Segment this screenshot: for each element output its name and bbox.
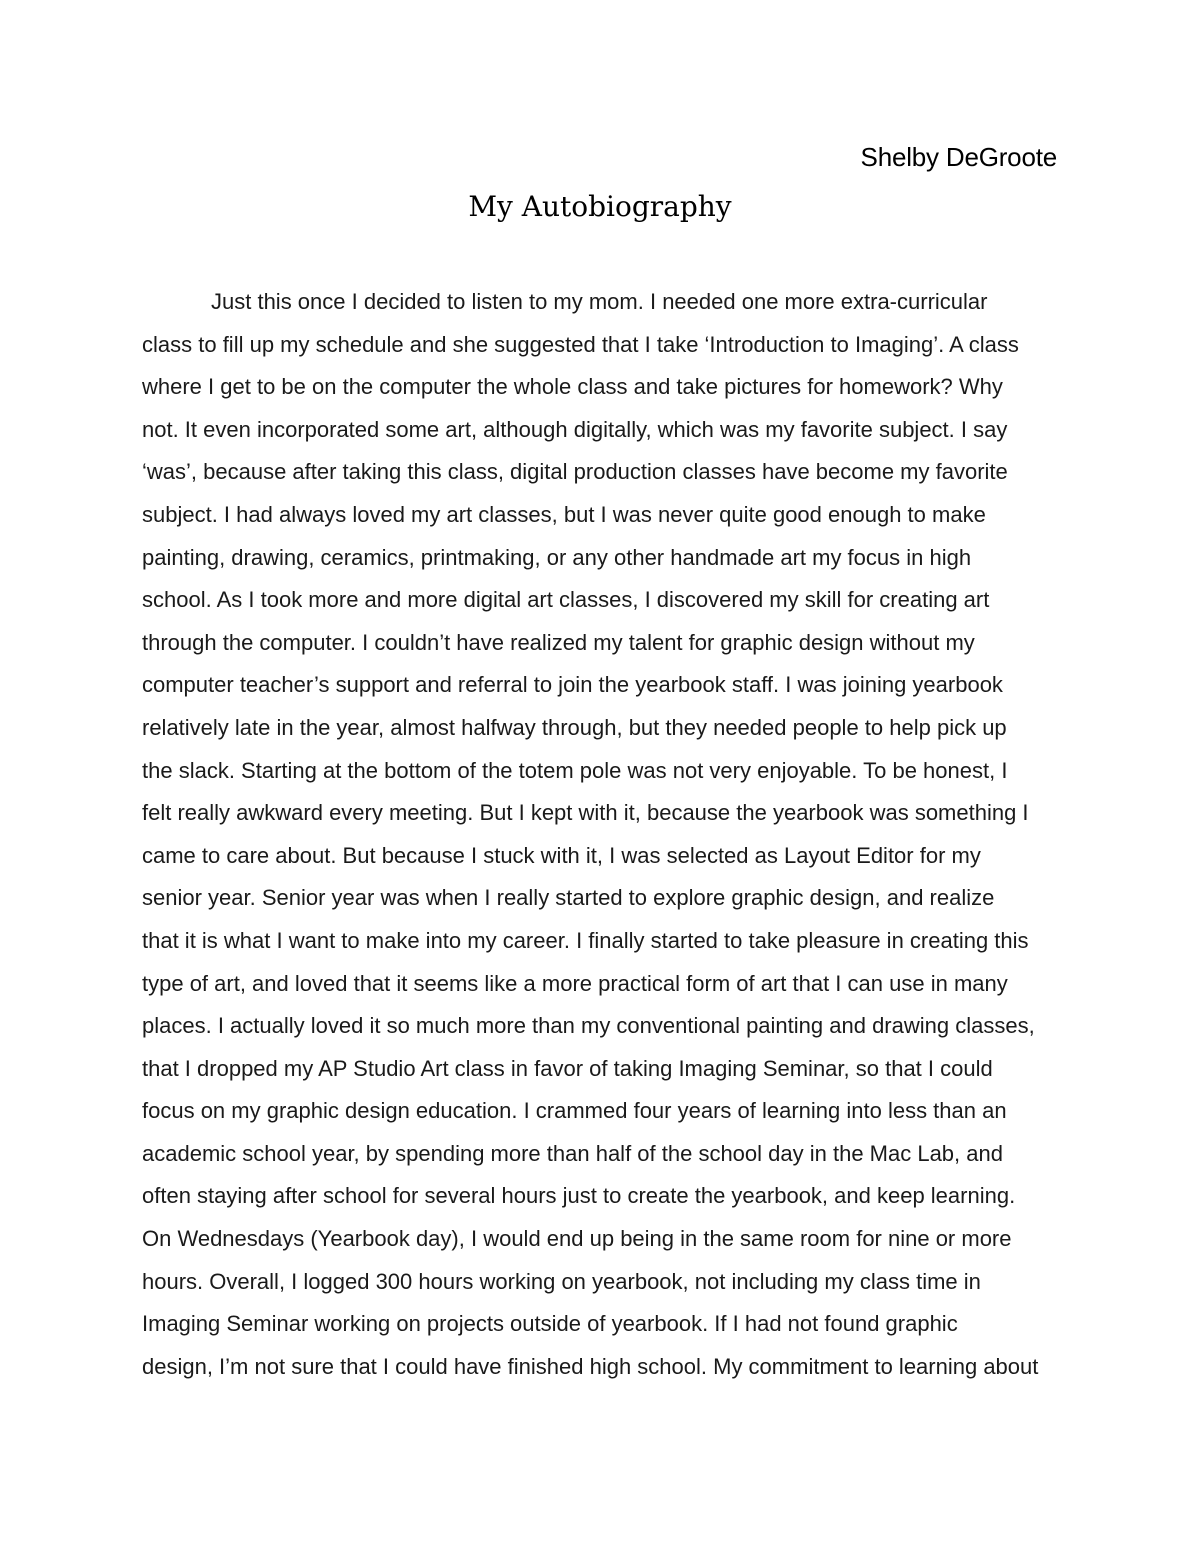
paragraph-line: relatively late in the year, almost halfway through, but they needed people to help pick up xyxy=(142,714,1007,740)
paragraph-line: Imaging Seminar working on projects outside of yearbook. If I had not found graphic xyxy=(142,1311,958,1337)
paragraph-line: school. As I took more and more digital art classes, I discovered my skill for creating art xyxy=(142,587,990,613)
paragraph-line: that it is what I want to make into my career. I finally started to take pleasure in creating this xyxy=(142,927,1029,953)
paragraph-line: that I dropped my AP Studio Art class in favor of taking Imaging Seminar, so that I could xyxy=(142,1055,993,1081)
paragraph-line: painting, drawing, ceramics, printmaking, or any other handmade art my focus in high xyxy=(142,544,972,570)
paragraph-line: places. I actually loved it so much more than my conventional painting and drawing classes, xyxy=(142,1013,1035,1039)
paragraph-line: computer teacher’s support and referral to join the yearbook staff. I was joining yearbook xyxy=(142,672,1003,698)
paragraph-line: not. It even incorporated some art, although digitally, which was my favorite subject. I say xyxy=(142,416,1008,442)
body-paragraph xyxy=(142,281,1132,1388)
paragraph-line: where I get to be on the computer the whole class and take pictures for homework? Why xyxy=(142,374,1003,400)
paragraph-line: through the computer. I couldn’t have realized my talent for graphic design without my xyxy=(142,629,975,655)
paragraph-line: senior year. Senior year was when I really started to explore graphic design, and realize xyxy=(142,885,995,911)
paragraph-line: academic school year, by spending more than half of the school day in the Mac Lab, and xyxy=(142,1140,1003,1166)
paragraph-line: focus on my graphic design education. I crammed four years of learning into less than an xyxy=(142,1098,1007,1124)
paragraph-line: type of art, and loved that it seems like a more practical form of art that I can use in many xyxy=(142,970,1008,996)
paragraph-line: subject. I had always loved my art classes, but I was never quite good enough to make xyxy=(142,501,986,527)
paragraph-line: hours. Overall, I logged 300 hours working on yearbook, not including my class time in xyxy=(142,1268,981,1294)
paragraph-line: On Wednesdays (Yearbook day), I would end up being in the same room for nine or more xyxy=(142,1226,1012,1252)
author-name: Shelby DeGroote xyxy=(860,142,1057,172)
document-title: My Autobiography xyxy=(468,190,732,223)
paragraph-line: felt really awkward every meeting. But I kept with it, because the yearbook was something I xyxy=(142,800,1029,826)
paragraph-line: Just this once I decided to listen to my mom. I needed one more extra-curricular xyxy=(211,289,988,314)
paragraph-line: came to care about. But because I stuck with it, I was selected as Layout Editor for my xyxy=(142,842,981,868)
paragraph-line: often staying after school for several hours just to create the yearbook, and keep learning. xyxy=(142,1183,1016,1209)
paragraph-line: ‘was’, because after taking this class, digital production classes have become my favorite xyxy=(142,459,1008,485)
paragraph-line: the slack. Starting at the bottom of the totem pole was not very enjoyable. To be honest, I xyxy=(142,757,1008,783)
paragraph-line: design, I’m not sure that I could have finished high school. My commitment to learning about xyxy=(142,1353,1039,1379)
paragraph-line: class to fill up my schedule and she suggested that I take ‘Introduction to Imaging’. A class xyxy=(142,331,1019,357)
